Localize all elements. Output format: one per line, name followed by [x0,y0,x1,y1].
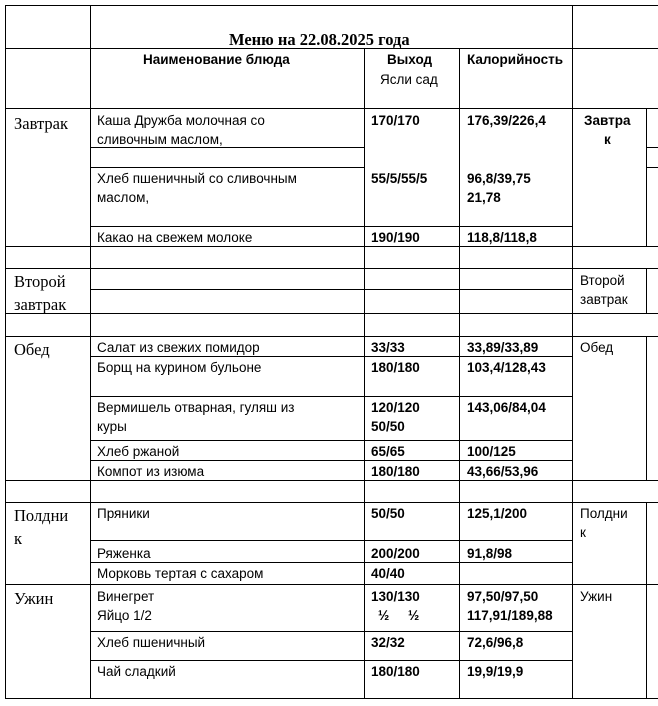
dish-name: Чай сладкий [97,664,176,679]
dish-name: маслом, [97,190,150,205]
right-meal-snack-2: к [580,525,586,540]
table-rule [572,48,658,49]
dish-output: 50/50 [371,419,405,434]
dish-calories: 117,91/189,88 [467,608,553,623]
table-rule [90,147,365,148]
right-meal-lunch: Обед [580,340,614,355]
dish-name: Хлеб пшеничный [97,635,206,650]
table-rule [646,268,647,314]
dish-output: ½ ½ [378,608,420,623]
dish-calories: 43,66/53,96 [467,464,539,479]
table-rule [90,660,573,661]
dish-name: Морковь тертая с сахаром [97,566,264,581]
dish-output: 65/65 [371,444,405,459]
dish-calories: 125,1/200 [467,506,528,521]
dish-name: Компот из изюма [97,464,205,479]
table-rule [572,5,658,6]
dish-name: Вермишель отварная, гуляш из [97,400,295,415]
dish-output: 200/200 [371,546,420,561]
meal-second-breakfast-2: завтрак [14,295,67,314]
right-meal-dinner: Ужин [580,589,613,604]
table-rule [646,336,647,481]
right-meal-second-breakfast-2: завтрак [580,292,628,307]
dish-output: 120/120 [371,400,420,415]
table-rule [646,147,658,148]
dish-calories: 100/125 [467,444,516,459]
dish-output: 180/180 [371,464,420,479]
table-rule [90,167,365,168]
table-rule [90,356,573,357]
dish-output: 32/32 [371,635,405,650]
header-calories: Калорийность [467,52,564,67]
dish-name: Какао на свежем молоке [97,230,253,245]
dish-calories: 143,06/84,04 [467,400,546,415]
page-title: Меню на 22.08.2025 года [229,30,410,49]
table-rule [90,562,573,563]
dish-output: 190/190 [371,230,420,245]
dish-output: 40/40 [371,566,405,581]
dish-calories: 21,78 [467,190,501,205]
dish-output: 130/130 [371,589,420,604]
right-meal-breakfast-2: к [604,132,611,147]
dish-output: 50/50 [371,506,405,521]
table-rule [90,440,573,441]
dish-output: 33/33 [371,340,405,355]
dish-calories: 72,6/96,8 [467,635,524,650]
right-meal-snack: Полдни [580,506,628,521]
header-output-sub: Ясли сад [380,72,438,87]
dish-calories: 33,89/33,89 [467,340,539,355]
dish-output: 180/180 [371,664,420,679]
dish-name: Винегрет [97,589,155,604]
dish-calories: 176,39/226,4 [467,113,546,128]
table-rule [646,502,647,585]
dish-name: Пряники [97,506,150,521]
header-output: Выход [387,52,433,67]
table-rule [90,396,573,397]
table-rule [364,48,365,699]
meal-dinner: Ужин [14,589,54,608]
dish-name: Яйцо 1/2 [97,608,152,623]
dish-calories: 103,4/128,43 [467,360,546,375]
dish-name: Ряженка [97,546,151,561]
dish-calories: 97,50/97,50 [467,589,539,604]
dish-calories: 91,8/98 [467,546,513,561]
dish-output: 180/180 [371,360,420,375]
meal-snack: Полдни [14,506,69,525]
table-rule [90,5,91,699]
dish-output: 55/5/55/5 [371,171,428,186]
table-rule [90,226,573,227]
meal-second-breakfast: Второй [14,272,66,291]
dish-calories: 96,8/39,75 [467,171,531,186]
dish-calories: 118,8/118,8 [467,230,537,245]
dish-name: Каша Дружба молочная со [97,113,265,128]
table-rule [90,631,573,632]
table-rule [5,5,6,699]
dish-name: Хлеб ржаной [97,444,180,459]
dish-output: 170/170 [371,113,420,128]
table-rule [90,540,573,541]
table-rule [90,460,573,461]
meal-lunch: Обед [14,340,50,359]
table-rule [646,167,658,168]
dish-name: Хлеб пшеничный со сливочным [97,171,297,186]
dish-calories: 19,9/19,9 [467,664,524,679]
right-meal-breakfast: Завтра [584,113,631,128]
table-rule [90,289,573,290]
dish-name: Салат из свежих помидор [97,340,260,355]
dish-name: Борщ на курином бульоне [97,360,262,375]
table-rule [646,584,647,699]
header-dish: Наименование блюда [143,52,290,67]
right-meal-second-breakfast: Второй [580,273,625,288]
dish-name: сливочным маслом, [97,132,223,147]
dish-name: куры [97,419,127,434]
table-rule [459,48,460,699]
meal-breakfast: Завтрак [14,114,68,133]
table-rule [646,108,647,247]
table-rule [572,5,573,699]
meal-snack-2: к [14,529,23,548]
